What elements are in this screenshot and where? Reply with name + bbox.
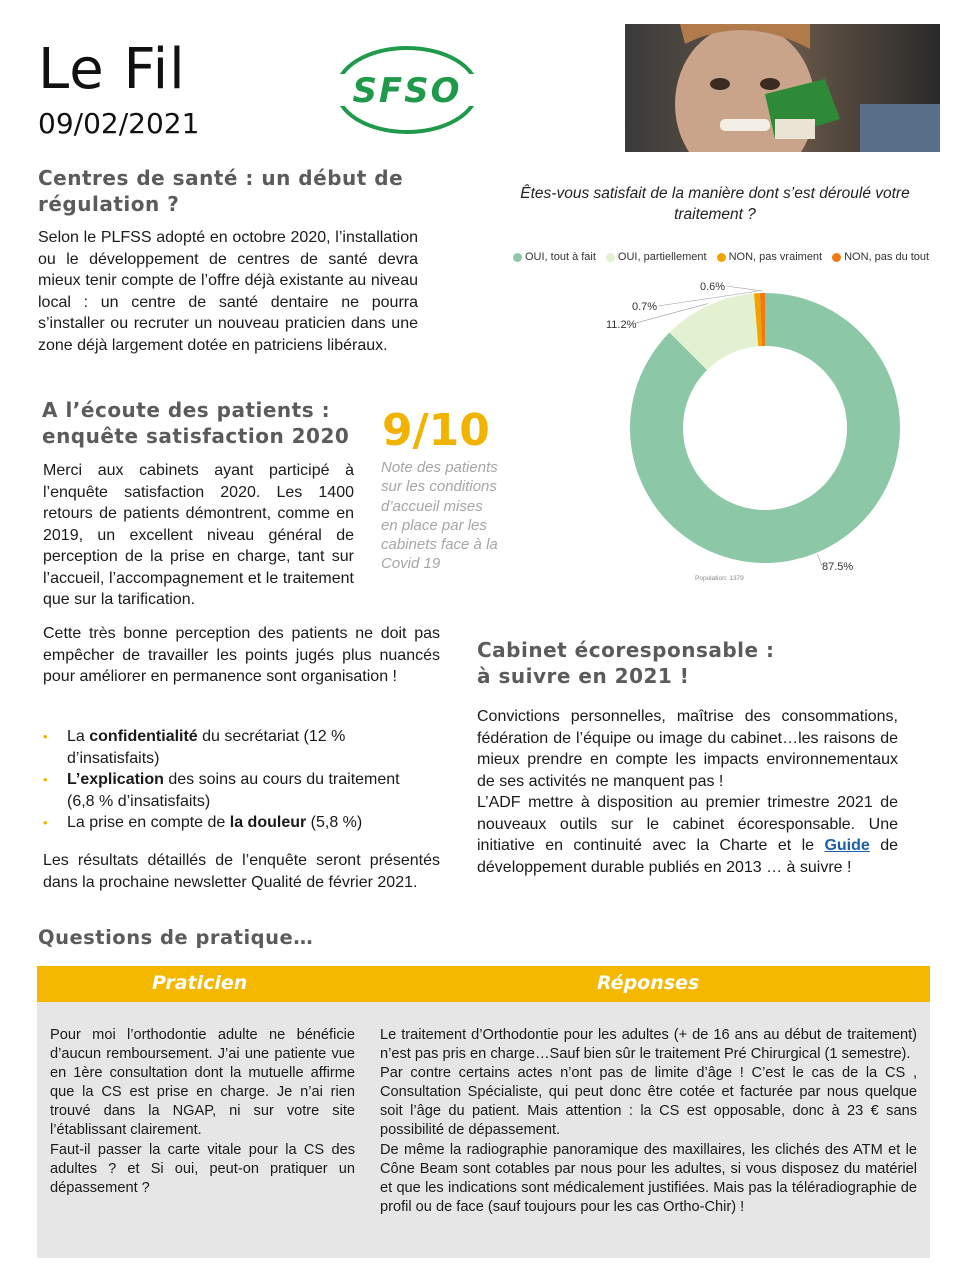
list-item: • L’explication des soins au cours du traitement (6,8 % d’insatisfaits) <box>43 771 400 810</box>
eco-paragraph-2: L’ADF mettre à disposition au premier trimestre 2021 de nouveaux outils sur le cabinet écoresponsable. Une initiative en continuité avec la Charte et le Guide de développement durable publiés en 2013 … à suivre ! <box>477 794 898 876</box>
satisfaction-donut-chart <box>560 270 960 590</box>
column-header-praticien: Praticien <box>152 972 248 994</box>
bullet-icon: • <box>43 815 48 830</box>
eco-paragraph-1: Convictions personnelles, maîtrise des consommations, fédération de l’équipe ou image du cabinet…les raisons de mieux prendre en compte les impacts environnementaux de ses activités ne manquent pas ! <box>477 708 898 790</box>
chart-title: Êtes-vous satisfait de la manière dont s’est déroulé votre traitement ? <box>520 185 910 223</box>
chart-footnote: Population: 1379 <box>695 575 744 582</box>
score-value: 9/10 <box>382 405 490 456</box>
list-item: • La prise en compte de la douleur (5,8 %) <box>43 812 423 834</box>
bullet-icon: • <box>43 772 48 787</box>
list-item: • La confidentialité du secrétariat (12 % d’insatisfaits) <box>43 728 346 767</box>
answer-cell <box>380 1026 917 1217</box>
slice-label-1: 11.2% <box>606 319 637 331</box>
answer-paragraph: Le traitement d’Orthodontie pour les adultes (+ de 16 ans au début de traitement) n’est pas pris en charge…Sauf bien sûr le traitement Pré Chirurgical (1 semestre). <box>380 1027 917 1063</box>
survey-paragraph-3: Les résultats détaillés de l’enquête seront présentés dans la prochaine newsletter Qualité de février 2021. <box>43 852 440 891</box>
newsletter-date: 09/02/2021 <box>38 107 200 140</box>
survey-paragraph-1: Merci aux cabinets ayant participé à l’enquête satisfaction 2020. Les 1400 retours de patients démontrent, comme en 2019, un excellent niveau général de perception de la prise en charge, tant sur l’accueil, l’accompagnement et le traitement que sur la tarification. <box>43 462 354 608</box>
column-header-reponses: Réponses <box>597 972 700 994</box>
legend-item: OUI, tout à fait <box>513 251 596 263</box>
answer-paragraph: De même la radiographie panoramique des maxillaires, les clichés des ATM et le Cône Beam sont cotables par nous pour les adultes, si vous disposez du matériel et que les indications sont médicalement justifiées. Mais pas la téléradiographie de profil ou de face (sauf toujours pour les cas Ortho-Chir) ! <box>380 1141 917 1215</box>
article-body: Selon le PLFSS adopté en octobre 2020, l’installation ou le développement de centres de santé devra mieux tenir compte de l’offre déjà existante au niveau local : un centre de santé dentaire ne pourra s’installer ou recruter un nouveau praticien dans une zone déjà largement dotée en patriciens libéraux. <box>38 229 418 354</box>
survey-bullet-list <box>43 726 423 834</box>
legend-swatch <box>513 253 522 262</box>
legend-swatch <box>606 253 615 262</box>
slice-leader-line <box>726 286 762 291</box>
slice-label-2: 0.7% <box>632 301 658 313</box>
question-cell <box>50 1026 355 1198</box>
guide-link[interactable]: Guide <box>824 837 870 854</box>
bullet-icon: • <box>43 729 48 744</box>
slice-label-0: 87.5% <box>822 561 854 573</box>
question-paragraph: Pour moi l’orthodontie adulte ne bénéficie d’aucun remboursement. J’ai une patiente vue en 1ère consultation dont la mutuelle affirme que la CS est prise en charge. Je n’ai rien trouvé dans la NGAP, ni sur votre site l’établissant clairement. <box>50 1027 355 1139</box>
legend-item: NON, pas du tout <box>832 251 929 263</box>
article-eco-cabinet <box>477 637 877 689</box>
eco-body <box>477 706 898 878</box>
legend-swatch <box>832 253 841 262</box>
legend-item: OUI, partiellement <box>606 251 707 263</box>
score-note: Note des patients sur les conditions d’accueil mises en place par les cabinets face à la Covid 19 <box>381 459 498 573</box>
questions-table <box>37 966 930 1258</box>
survey-paragraph-2: Cette très bonne perception des patients ne doit pas empêcher de travailler les points jugés plus nuancés pour améliorer en permanence sont organisation ! <box>43 625 440 685</box>
sfso-logo <box>334 44 480 136</box>
article-title: Centres de santé : un début de régulation ? <box>38 166 404 216</box>
questions-section-title: Questions de pratique… <box>38 926 314 949</box>
article-title: Cabinet écoresponsable : à suivre en 2021 ! <box>477 638 775 688</box>
legend-item: NON, pas vraiment <box>717 251 823 263</box>
legend-swatch <box>717 253 726 262</box>
question-paragraph: Faut-il passer la carte vitale pour la CS des adultes ? et Si oui, peut-on pratiquer un dépassement ? <box>50 1141 355 1196</box>
chart-legend <box>513 251 943 263</box>
table-header <box>37 966 930 1002</box>
slice-label-3: 0.6% <box>700 281 726 293</box>
logo-text: SFSO <box>352 71 462 111</box>
article-patient-survey <box>42 397 372 449</box>
child-photo <box>625 24 940 152</box>
article-title: A l’écoute des patients : enquête satisfaction 2020 <box>42 398 350 448</box>
article-health-centers <box>38 165 428 217</box>
newsletter-title: Le Fil <box>38 37 186 102</box>
answer-paragraph: Par contre certains actes n’ont pas de limite d’âge ! C’est le cas de la CS , Consultation Spécialiste, qui peut donc être cotée et facturée par nous quelque soit l’âge du patient. Mais attention : la CS est opposable, donc à 23 € sans possibilité de dépassement. <box>380 1065 917 1139</box>
